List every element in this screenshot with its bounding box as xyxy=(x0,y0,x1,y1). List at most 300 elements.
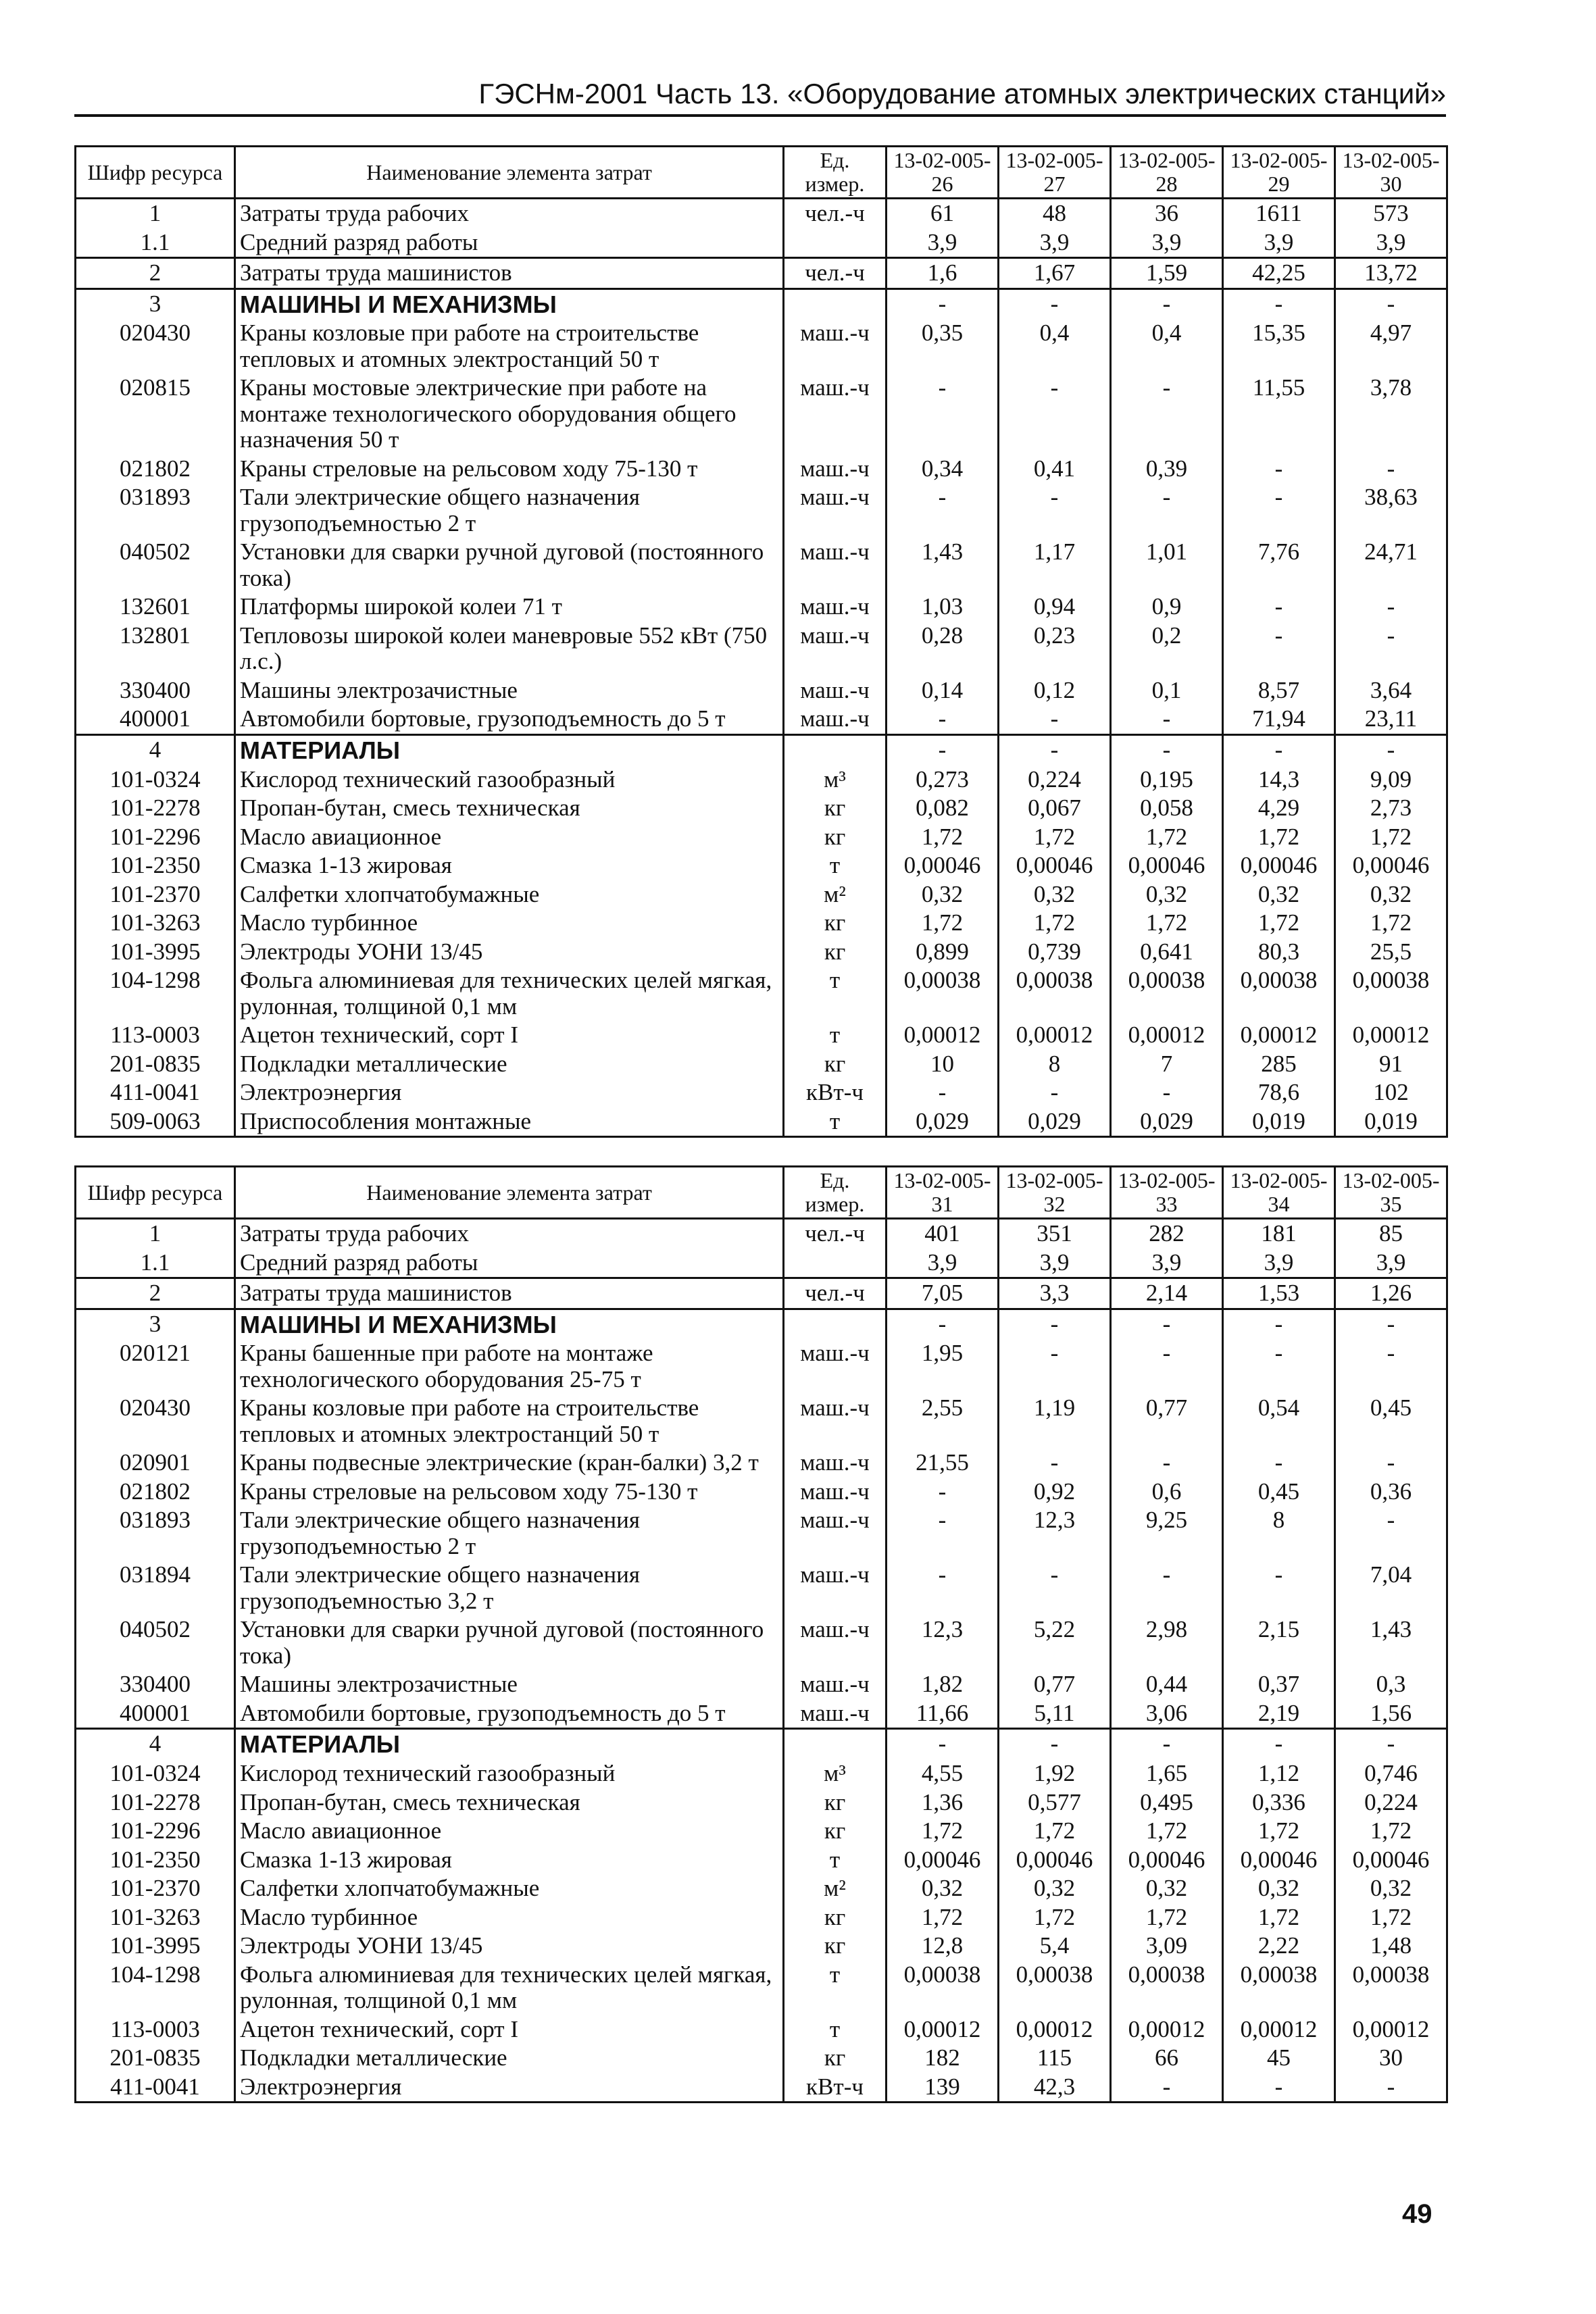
resource-code-cell: 020430 xyxy=(76,319,235,374)
norm-value-cell: 0,00046 xyxy=(1335,1846,1447,1875)
norm-value-cell: 1,56 xyxy=(1335,1699,1447,1729)
table-row xyxy=(76,1699,1447,1729)
norm-value-cell: 0,32 xyxy=(1223,1874,1335,1903)
resource-code-cell: 330400 xyxy=(76,1670,235,1699)
norm-value-cell: 61 xyxy=(887,199,999,228)
norm-value-cell: - xyxy=(999,1309,1111,1339)
resource-code-cell: 101-2296 xyxy=(76,823,235,852)
norm-value-cell: 0,14 xyxy=(887,676,999,705)
norm-value-cell: 85 xyxy=(1335,1219,1447,1249)
table-row xyxy=(76,1339,1447,1394)
unit-cell: маш.-ч xyxy=(784,538,887,593)
unit-cell: маш.-ч xyxy=(784,1449,887,1478)
norm-value-cell: 14,3 xyxy=(1223,765,1335,795)
table-row xyxy=(76,1615,1447,1670)
table-row xyxy=(76,2015,1447,2044)
norm-value-cell: - xyxy=(887,483,999,538)
norm-value-cell: 0,00046 xyxy=(1111,1846,1223,1875)
norm-value-cell: 7,04 xyxy=(1335,1561,1447,1615)
norm-value-cell: 0,00038 xyxy=(1111,966,1223,1021)
col-header-norm: 13-02-005-31 xyxy=(887,1167,999,1219)
norm-value-cell: - xyxy=(1223,2073,1335,2103)
table-row xyxy=(76,1759,1447,1788)
table-row xyxy=(76,483,1447,538)
unit-cell: т xyxy=(784,966,887,1021)
table-row xyxy=(76,622,1447,676)
norm-value-cell: - xyxy=(1111,734,1223,765)
resource-name-cell: Подкладки металлические xyxy=(235,2044,784,2073)
table-row xyxy=(76,676,1447,705)
table-row xyxy=(76,1561,1447,1615)
resource-name-cell: Установки для сварки ручной дуговой (постоянного тока) xyxy=(235,538,784,593)
norm-value-cell: - xyxy=(1335,455,1447,484)
unit-cell: маш.-ч xyxy=(784,1506,887,1561)
resource-name-cell: Масло турбинное xyxy=(235,1903,784,1932)
unit-cell: м³ xyxy=(784,765,887,795)
table-row xyxy=(76,1449,1447,1478)
unit-cell: т xyxy=(784,2015,887,2044)
table-row xyxy=(76,2044,1447,2073)
norm-value-cell: - xyxy=(999,374,1111,455)
table-row xyxy=(76,258,1447,289)
unit-cell: чел.-ч xyxy=(784,1219,887,1249)
unit-cell: м² xyxy=(784,880,887,909)
table-body xyxy=(76,199,1447,1137)
norm-value-cell: 0,36 xyxy=(1335,1478,1447,1507)
col-header-norm: 13-02-005-35 xyxy=(1335,1167,1447,1219)
table-row xyxy=(76,705,1447,734)
norm-value-cell: - xyxy=(999,734,1111,765)
resource-code-cell: 400001 xyxy=(76,705,235,734)
norm-value-cell: - xyxy=(1111,705,1223,734)
resource-name-cell: Приспособления монтажные xyxy=(235,1107,784,1137)
resource-name-cell: Тали электрические общего назначения грузоподъемностью 2 т xyxy=(235,1506,784,1561)
unit-cell: м³ xyxy=(784,1759,887,1788)
norm-value-cell: 25,5 xyxy=(1335,938,1447,967)
norm-value-cell: - xyxy=(999,1449,1111,1478)
resource-name-cell: МАТЕРИАЛЫ xyxy=(235,1729,784,1759)
col-header-code: Шифр ресурса xyxy=(76,147,235,199)
resource-code-cell: 201-0835 xyxy=(76,1050,235,1079)
norm-value-cell: 0,019 xyxy=(1335,1107,1447,1137)
resource-code-cell: 101-2296 xyxy=(76,1817,235,1846)
norm-value-cell: 7,05 xyxy=(887,1278,999,1309)
norm-value-cell: 0,00012 xyxy=(1111,2015,1223,2044)
norm-value-cell: 0,44 xyxy=(1111,1670,1223,1699)
table-row xyxy=(76,1670,1447,1699)
resource-code-cell: 031894 xyxy=(76,1561,235,1615)
unit-cell: маш.-ч xyxy=(784,622,887,676)
norm-value-cell: 0,32 xyxy=(1335,1874,1447,1903)
norm-value-cell: 2,55 xyxy=(887,1394,999,1449)
table-row xyxy=(76,1394,1447,1449)
table-row xyxy=(76,794,1447,823)
norm-value-cell: 0,12 xyxy=(999,676,1111,705)
table-row xyxy=(76,1874,1447,1903)
norm-value-cell: 0,00012 xyxy=(1335,2015,1447,2044)
norm-value-cell: 8 xyxy=(999,1050,1111,1079)
resource-code-cell: 020121 xyxy=(76,1339,235,1394)
norm-value-cell: 0,3 xyxy=(1335,1670,1447,1699)
resource-code-cell: 020815 xyxy=(76,374,235,455)
resource-name-cell: Краны мостовые электрические при работе на монтаже технологического оборудования общего назначения 50 т xyxy=(235,374,784,455)
resource-name-cell: Пропан-бутан, смесь техническая xyxy=(235,1788,784,1817)
norm-value-cell: 0,00046 xyxy=(999,1846,1111,1875)
norm-value-cell: 0,00012 xyxy=(1335,1021,1447,1050)
table-row xyxy=(76,823,1447,852)
unit-cell xyxy=(784,1729,887,1759)
table-row xyxy=(76,374,1447,455)
norm-value-cell: - xyxy=(1223,288,1335,319)
resource-code-cell: 201-0835 xyxy=(76,2044,235,2073)
norm-value-cell: - xyxy=(999,1561,1111,1615)
norm-value-cell: 78,6 xyxy=(1223,1078,1335,1107)
norm-value-cell: 0,082 xyxy=(887,794,999,823)
norm-value-cell: 0,00046 xyxy=(1335,851,1447,880)
unit-cell: кг xyxy=(784,1788,887,1817)
resource-code-cell: 020901 xyxy=(76,1449,235,1478)
norm-value-cell: - xyxy=(1335,1506,1447,1561)
resource-code-cell: 031893 xyxy=(76,483,235,538)
unit-cell xyxy=(784,228,887,258)
table-row xyxy=(76,1846,1447,1875)
norm-value-cell: - xyxy=(1223,1339,1335,1394)
norm-value-cell: 0,00012 xyxy=(999,2015,1111,2044)
norm-value-cell: 1,72 xyxy=(887,823,999,852)
norm-value-cell: 0,029 xyxy=(887,1107,999,1137)
norm-value-cell: 3,9 xyxy=(1335,228,1447,258)
unit-cell: маш.-ч xyxy=(784,1394,887,1449)
norm-value-cell: 10 xyxy=(887,1050,999,1079)
page-header xyxy=(74,78,1446,117)
resource-name-cell: Затраты труда машинистов xyxy=(235,258,784,289)
unit-cell: кг xyxy=(784,2044,887,2073)
norm-value-cell: 1,72 xyxy=(887,1903,999,1932)
norm-value-cell: - xyxy=(999,1339,1111,1394)
resource-code-cell: 1.1 xyxy=(76,1249,235,1278)
norm-value-cell: 23,11 xyxy=(1335,705,1447,734)
unit-cell: кг xyxy=(784,1050,887,1079)
resource-name-cell: Средний разряд работы xyxy=(235,1249,784,1278)
resource-name-cell: Затраты труда рабочих xyxy=(235,1219,784,1249)
norm-value-cell: 0,6 xyxy=(1111,1478,1223,1507)
norm-value-cell: - xyxy=(999,1078,1111,1107)
table-row xyxy=(76,938,1447,967)
norm-value-cell: 0,00038 xyxy=(887,966,999,1021)
table-row xyxy=(76,765,1447,795)
norm-value-cell: 21,55 xyxy=(887,1449,999,1478)
norm-value-cell: - xyxy=(1111,1078,1223,1107)
norm-value-cell: 1,72 xyxy=(999,1817,1111,1846)
norm-value-cell: 0,32 xyxy=(1111,880,1223,909)
resource-name-cell: Масло авиационное xyxy=(235,1817,784,1846)
norm-value-cell: 45 xyxy=(1223,2044,1335,2073)
norm-value-cell: 1,59 xyxy=(1111,258,1223,289)
resource-name-cell: Автомобили бортовые, грузоподъемность до 5 т xyxy=(235,1699,784,1729)
resource-name-cell: Ацетон технический, сорт I xyxy=(235,2015,784,2044)
norm-value-cell: 11,66 xyxy=(887,1699,999,1729)
norm-value-cell: 0,746 xyxy=(1335,1759,1447,1788)
table-row xyxy=(76,2073,1447,2103)
unit-cell: кг xyxy=(784,1817,887,1846)
col-header-norm: 13-02-005-26 xyxy=(887,147,999,199)
resource-code-cell: 132601 xyxy=(76,593,235,622)
resource-code-cell: 400001 xyxy=(76,1699,235,1729)
unit-cell: т xyxy=(784,1846,887,1875)
col-header-norm: 13-02-005-28 xyxy=(1111,147,1223,199)
table-header-row xyxy=(76,147,1447,199)
table-row xyxy=(76,909,1447,938)
norm-value-cell: - xyxy=(999,1729,1111,1759)
resource-name-cell: Краны башенные при работе на монтаже технологического оборудования 25-75 т xyxy=(235,1339,784,1394)
norm-value-cell: 1,72 xyxy=(1223,1817,1335,1846)
norm-value-cell: 3,64 xyxy=(1335,676,1447,705)
norm-value-cell: 0,739 xyxy=(999,938,1111,967)
resource-name-cell: Автомобили бортовые, грузоподъемность до 5 т xyxy=(235,705,784,734)
norm-value-cell: - xyxy=(887,1729,999,1759)
resource-table-1 xyxy=(74,145,1448,1138)
col-header-norm: 13-02-005-29 xyxy=(1223,147,1335,199)
norm-value-cell: 182 xyxy=(887,2044,999,2073)
norm-value-cell: 0,058 xyxy=(1111,794,1223,823)
norm-value-cell: 8 xyxy=(1223,1506,1335,1561)
resource-name-cell: Краны стреловые на рельсовом ходу 75-130 т xyxy=(235,1478,784,1507)
norm-value-cell: 573 xyxy=(1335,199,1447,228)
resource-code-cell: 330400 xyxy=(76,676,235,705)
norm-value-cell: 12,3 xyxy=(999,1506,1111,1561)
resource-code-cell: 3 xyxy=(76,288,235,319)
norm-value-cell: 42,3 xyxy=(999,2073,1111,2103)
resource-code-cell: 411-0041 xyxy=(76,1078,235,1107)
norm-value-cell: - xyxy=(887,1478,999,1507)
resource-name-cell: МАШИНЫ И МЕХАНИЗМЫ xyxy=(235,1309,784,1339)
norm-value-cell: 0,00012 xyxy=(1223,1021,1335,1050)
table-row xyxy=(76,593,1447,622)
norm-value-cell: - xyxy=(1111,2073,1223,2103)
norm-value-cell: 0,577 xyxy=(999,1788,1111,1817)
norm-value-cell: 42,25 xyxy=(1223,258,1335,289)
unit-cell: кВт-ч xyxy=(784,2073,887,2103)
norm-value-cell: 285 xyxy=(1223,1050,1335,1079)
norm-value-cell: 282 xyxy=(1111,1219,1223,1249)
norm-value-cell: 1,92 xyxy=(999,1759,1111,1788)
norm-value-cell: 30 xyxy=(1335,2044,1447,2073)
unit-cell: кг xyxy=(784,938,887,967)
resource-code-cell: 101-2278 xyxy=(76,794,235,823)
norm-value-cell: 1,17 xyxy=(999,538,1111,593)
norm-value-cell: 1,72 xyxy=(999,909,1111,938)
resource-name-cell: Краны козловые при работе на строительстве тепловых и атомных электростанций 50 т xyxy=(235,319,784,374)
norm-value-cell: - xyxy=(999,288,1111,319)
norm-value-cell: 102 xyxy=(1335,1078,1447,1107)
norm-value-cell: 0,32 xyxy=(999,880,1111,909)
norm-value-cell: 0,32 xyxy=(887,1874,999,1903)
resource-name-cell: Средний разряд работы xyxy=(235,228,784,258)
norm-value-cell: 3,06 xyxy=(1111,1699,1223,1729)
norm-value-cell: 0,00038 xyxy=(1335,1961,1447,2015)
resource-code-cell: 101-0324 xyxy=(76,765,235,795)
norm-value-cell: 9,09 xyxy=(1335,765,1447,795)
norm-value-cell: 0,41 xyxy=(999,455,1111,484)
norm-value-cell: 3,9 xyxy=(887,228,999,258)
norm-value-cell: 0,273 xyxy=(887,765,999,795)
resource-code-cell: 101-2350 xyxy=(76,851,235,880)
norm-value-cell: - xyxy=(1111,483,1223,538)
norm-value-cell: 0,00038 xyxy=(1335,966,1447,1021)
norm-value-cell: 1,72 xyxy=(1223,1903,1335,1932)
norm-value-cell: 0,32 xyxy=(999,1874,1111,1903)
norm-value-cell: 8,57 xyxy=(1223,676,1335,705)
norm-value-cell: - xyxy=(1335,734,1447,765)
norm-value-cell: 3,78 xyxy=(1335,374,1447,455)
resource-code-cell: 021802 xyxy=(76,1478,235,1507)
resource-code-cell: 101-2370 xyxy=(76,880,235,909)
norm-value-cell: 1,01 xyxy=(1111,538,1223,593)
unit-cell: маш.-ч xyxy=(784,1339,887,1394)
norm-value-cell: 1,53 xyxy=(1223,1278,1335,1309)
resource-code-cell: 040502 xyxy=(76,1615,235,1670)
table-row xyxy=(76,966,1447,1021)
unit-cell: маш.-ч xyxy=(784,676,887,705)
norm-value-cell: 1,48 xyxy=(1335,1932,1447,1961)
norm-value-cell: 0,067 xyxy=(999,794,1111,823)
norm-value-cell: 1,03 xyxy=(887,593,999,622)
norm-value-cell: 1,72 xyxy=(1111,1817,1223,1846)
norm-value-cell: 1,72 xyxy=(1223,909,1335,938)
norm-value-cell: 181 xyxy=(1223,1219,1335,1249)
table-row xyxy=(76,1021,1447,1050)
norm-value-cell: 401 xyxy=(887,1219,999,1249)
norm-value-cell: 1,72 xyxy=(887,909,999,938)
resource-name-cell: Фольга алюминиевая для технических целей мягкая, рулонная, толщиной 0,1 мм xyxy=(235,1961,784,2015)
norm-value-cell: - xyxy=(887,734,999,765)
norm-value-cell: - xyxy=(999,705,1111,734)
norm-value-cell: 0,00012 xyxy=(1223,2015,1335,2044)
norm-value-cell: 0,00038 xyxy=(999,966,1111,1021)
section-row xyxy=(76,288,1447,319)
table-row xyxy=(76,1050,1447,1079)
resource-code-cell: 1.1 xyxy=(76,228,235,258)
unit-cell: чел.-ч xyxy=(784,199,887,228)
header-title: ГЭСНм-2001 Часть 13. «Оборудование атомных электрических станций» xyxy=(478,78,1446,109)
norm-value-cell: 1,72 xyxy=(1335,1903,1447,1932)
norm-value-cell: - xyxy=(1223,1449,1335,1478)
section-row xyxy=(76,734,1447,765)
norm-value-cell: - xyxy=(1335,593,1447,622)
norm-value-cell: - xyxy=(1335,1339,1447,1394)
norm-value-cell: 1,72 xyxy=(1335,823,1447,852)
table-row xyxy=(76,1078,1447,1107)
col-header-code: Шифр ресурса xyxy=(76,1167,235,1219)
unit-cell: чел.-ч xyxy=(784,1278,887,1309)
resource-name-cell: Масло авиационное xyxy=(235,823,784,852)
resource-name-cell: Машины электрозачистные xyxy=(235,676,784,705)
resource-code-cell: 4 xyxy=(76,734,235,765)
resource-code-cell: 1 xyxy=(76,199,235,228)
norm-value-cell: 0,00038 xyxy=(1223,1961,1335,2015)
table-body xyxy=(76,1219,1447,2103)
norm-value-cell: 2,14 xyxy=(1111,1278,1223,1309)
resource-name-cell: Электроды УОНИ 13/45 xyxy=(235,938,784,967)
norm-value-cell: 0,336 xyxy=(1223,1788,1335,1817)
norm-value-cell: 7 xyxy=(1111,1050,1223,1079)
norm-value-cell: 0,029 xyxy=(999,1107,1111,1137)
resource-code-cell: 132801 xyxy=(76,622,235,676)
norm-value-cell: 0,899 xyxy=(887,938,999,967)
unit-cell xyxy=(784,288,887,319)
norm-value-cell: 351 xyxy=(999,1219,1111,1249)
norm-value-cell: - xyxy=(887,288,999,319)
norm-value-cell: 0,495 xyxy=(1111,1788,1223,1817)
resource-code-cell: 101-0324 xyxy=(76,1759,235,1788)
unit-cell: маш.-ч xyxy=(784,705,887,734)
unit-cell: кг xyxy=(784,823,887,852)
resource-name-cell: Электроэнергия xyxy=(235,2073,784,2103)
resource-name-cell: Установки для сварки ручной дуговой (постоянного тока) xyxy=(235,1615,784,1670)
norm-value-cell: 1,12 xyxy=(1223,1759,1335,1788)
norm-value-cell: 1,72 xyxy=(999,1903,1111,1932)
resource-code-cell: 2 xyxy=(76,1278,235,1309)
norm-value-cell: 3,9 xyxy=(999,228,1111,258)
norm-value-cell: 5,4 xyxy=(999,1932,1111,1961)
norm-value-cell: 0,32 xyxy=(1111,1874,1223,1903)
norm-value-cell: 1,72 xyxy=(1335,1817,1447,1846)
norm-value-cell: - xyxy=(1223,1309,1335,1339)
resource-name-cell: Тали электрические общего назначения грузоподъемностью 3,2 т xyxy=(235,1561,784,1615)
norm-value-cell: 0,37 xyxy=(1223,1670,1335,1699)
norm-value-cell: 12,8 xyxy=(887,1932,999,1961)
resource-code-cell: 101-3263 xyxy=(76,1903,235,1932)
norm-value-cell: 0,019 xyxy=(1223,1107,1335,1137)
unit-cell: кг xyxy=(784,1903,887,1932)
norm-value-cell: 11,55 xyxy=(1223,374,1335,455)
norm-value-cell: 1,82 xyxy=(887,1670,999,1699)
table-row xyxy=(76,1249,1447,1278)
norm-value-cell: 0,4 xyxy=(1111,319,1223,374)
unit-cell: маш.-ч xyxy=(784,1478,887,1507)
resource-code-cell: 101-2350 xyxy=(76,1846,235,1875)
unit-cell: кг xyxy=(784,794,887,823)
norm-value-cell: 0,54 xyxy=(1223,1394,1335,1449)
norm-value-cell: 0,224 xyxy=(999,765,1111,795)
table-row xyxy=(76,1817,1447,1846)
resource-name-cell: Затраты труда рабочих xyxy=(235,199,784,228)
norm-value-cell: 0,00046 xyxy=(999,851,1111,880)
norm-value-cell: 1,72 xyxy=(1111,909,1223,938)
resource-code-cell: 101-2278 xyxy=(76,1788,235,1817)
norm-value-cell: 0,029 xyxy=(1111,1107,1223,1137)
col-header-norm: 13-02-005-32 xyxy=(999,1167,1111,1219)
resource-code-cell: 020430 xyxy=(76,1394,235,1449)
resource-code-cell: 1 xyxy=(76,1219,235,1249)
table-row xyxy=(76,851,1447,880)
unit-cell: чел.-ч xyxy=(784,258,887,289)
col-header-norm: 13-02-005-34 xyxy=(1223,1167,1335,1219)
norm-value-cell: 5,22 xyxy=(999,1615,1111,1670)
norm-value-cell: - xyxy=(1335,622,1447,676)
norm-value-cell: 1,67 xyxy=(999,258,1111,289)
norm-value-cell: 3,9 xyxy=(1111,228,1223,258)
resource-name-cell: Тепловозы широкой колеи маневровые 552 кВт (750 л.с.) xyxy=(235,622,784,676)
norm-value-cell: 0,00038 xyxy=(999,1961,1111,2015)
norm-value-cell: 0,00012 xyxy=(1111,1021,1223,1050)
resource-code-cell: 031893 xyxy=(76,1506,235,1561)
table-row xyxy=(76,1506,1447,1561)
norm-value-cell: 1,36 xyxy=(887,1788,999,1817)
norm-value-cell: - xyxy=(1223,622,1335,676)
table-row xyxy=(76,228,1447,258)
norm-value-cell: 0,39 xyxy=(1111,455,1223,484)
